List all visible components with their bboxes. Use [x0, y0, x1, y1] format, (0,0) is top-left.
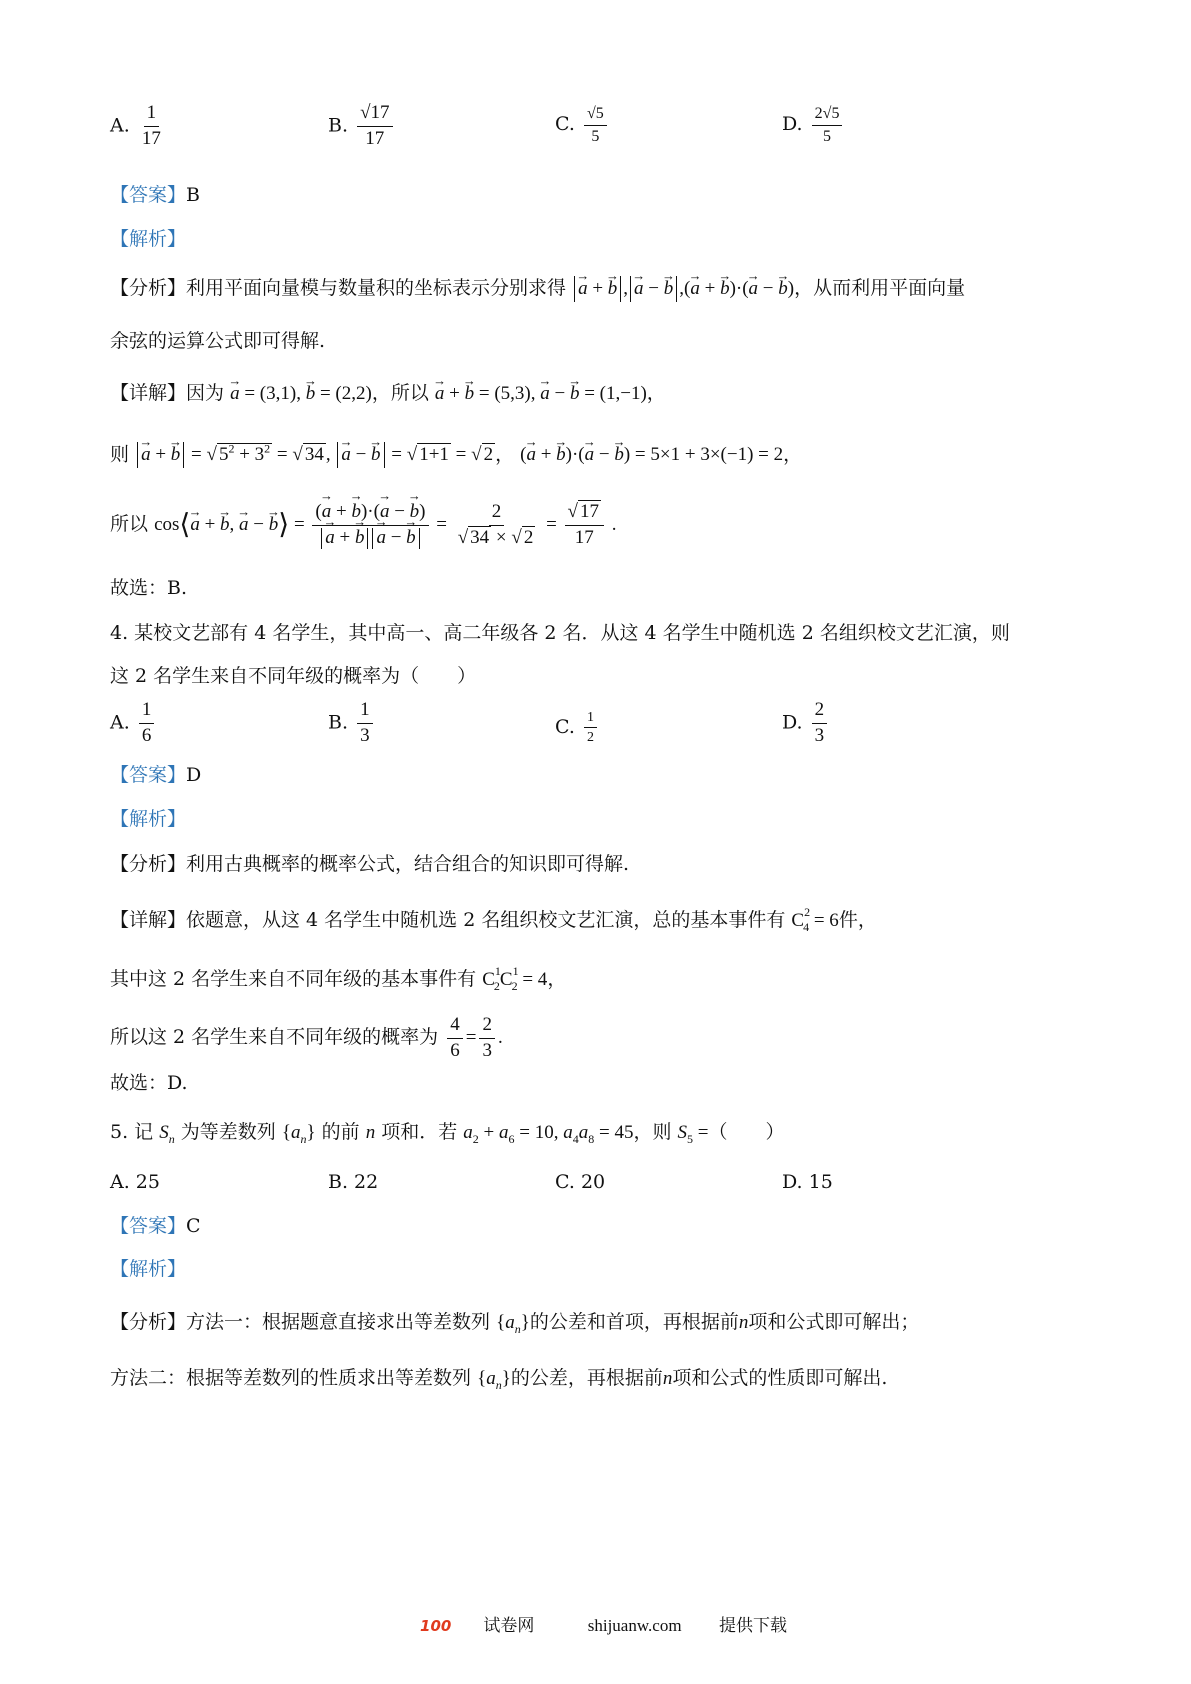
- q4-option-b: B. $\frac{1}{3}$: [328, 700, 376, 747]
- q3-fenxi-line1: 【分析】利用平面向量模与数量积的坐标表示分别求得 → a + → b ,→ a − → b ,(→ a + → b)·(→ a − → b)，从而利用平面向量: [110, 275, 965, 302]
- q3-conclusion: 故选：B.: [110, 577, 188, 599]
- q4-option-c: C. $\frac{1}{2}$: [555, 710, 600, 746]
- q3-analysis-heading: 【解析】: [110, 228, 187, 250]
- q5-stem: 5. 记 $S_n$ 为等差数列 $\{a_n\}$ 的前 n 项和．若 $a_2 + a_6 = 10$, $a_4a_8 = 45$，则 $S_5$ =（ ）: [110, 1121, 785, 1146]
- footer-logo: 100 试卷网: [420, 1616, 535, 1636]
- page-footer: [0, 1611, 1191, 1636]
- q5-option-d: D. 15: [782, 1171, 833, 1193]
- footer-site[interactable]: shijuanw.com: [587, 1616, 682, 1635]
- q5-answer: 【答案】C: [110, 1215, 201, 1237]
- q4-option-d: D. $\frac{2}{3}$: [782, 700, 830, 747]
- q3-option-c: C. $\frac{√5}{5}$: [555, 105, 610, 145]
- q5-fenxi-line2: 方法二：根据等差数列的性质求出等差数列 $\{a_n\}$的公差，再根据前n项和公式的性质即可解出.: [110, 1367, 888, 1392]
- q4-detail-line2: 其中这 2 名学生来自不同年级的基本事件有 $C^1_2C^1_2 = 4$，: [110, 964, 567, 993]
- q3-fenxi-formula: → a + → b ,→ a − → b ,(→ a + → b)·(→ a − → b): [572, 278, 794, 299]
- logo-100-icon: 100: [420, 1617, 452, 1635]
- q5-option-b: B. 22: [328, 1171, 379, 1193]
- q3-detail-line3: 所以 cos⟨→ a + → b, → a − → b⟩ = (→ a + → b)·(→ a − → b) → a + → b→ a − → b = $\frac{2}{√ 34 \times √ 2}$ = $\frac{√ 17}{17}$ .: [110, 502, 616, 549]
- q3-option-b: B. $\frac{√17}{17}$: [328, 103, 396, 150]
- q5-analysis-heading: 【解析】: [110, 1258, 187, 1280]
- q4-fenxi: 【分析】利用古典概率的概率公式，结合组合的知识即可得解.: [110, 853, 630, 875]
- footer-download: 提供下载: [718, 1616, 787, 1636]
- q3-detail-line1: 【详解】因为 → a = (3,1), → b = (2,2)，所以 → a + → b = (5,3), → a − → b = (1,−1)，: [110, 380, 666, 407]
- q5-option-a: A. 25: [110, 1171, 160, 1193]
- q4-conclusion: 故选：D.: [110, 1072, 188, 1094]
- q4-stem-line2: 这 2 名学生来自不同年级的概率为（ ）: [110, 665, 477, 687]
- q4-detail-line1: 【详解】依题意，从这 4 名学生中随机选 2 名组织校文艺汇演，总的基本事件有 $C^2_4 = 6$件，: [110, 905, 877, 934]
- q5-fenxi-line1: 【分析】方法一：根据题意直接求出等差数列 $\{a_n\}$的公差和首项，再根据前n项和公式即可解出；: [110, 1311, 920, 1336]
- q4-stem-line1: 4. 某校文艺部有 4 名学生，其中高一、高二年级各 2 名．从这 4 名学生中随机选 2 名组织校文艺汇演，则: [110, 622, 1010, 644]
- q4-option-a: A. $\frac{1}{6}$: [110, 700, 157, 747]
- q4-answer: 【答案】D: [110, 764, 202, 786]
- q3-answer: 【答案】B: [110, 184, 200, 206]
- q3-option-d: D. $\frac{2√5}{5}$: [782, 105, 845, 145]
- q4-analysis-heading: 【解析】: [110, 808, 187, 830]
- q4-detail-line3: 所以这 2 名学生来自不同年级的概率为 $\frac{4}{6}$ = $\frac{2}{3}$ .: [110, 1014, 503, 1061]
- q3-option-a: A. $\frac{1}{17}$: [110, 102, 161, 149]
- q5-option-c: C. 20: [555, 1171, 606, 1193]
- q3-fenxi-line2: 余弦的运算公式即可得解.: [110, 330, 326, 352]
- q3-detail-line2: 则 → a + → b = √ $5^2 + 3^2$ = √ 34 , → a − → b = √ 1+1 = √ 2 ， (→ a + → b)·(→ a − → b) = 5×1 + 3×(−1) = 2，: [110, 436, 802, 468]
